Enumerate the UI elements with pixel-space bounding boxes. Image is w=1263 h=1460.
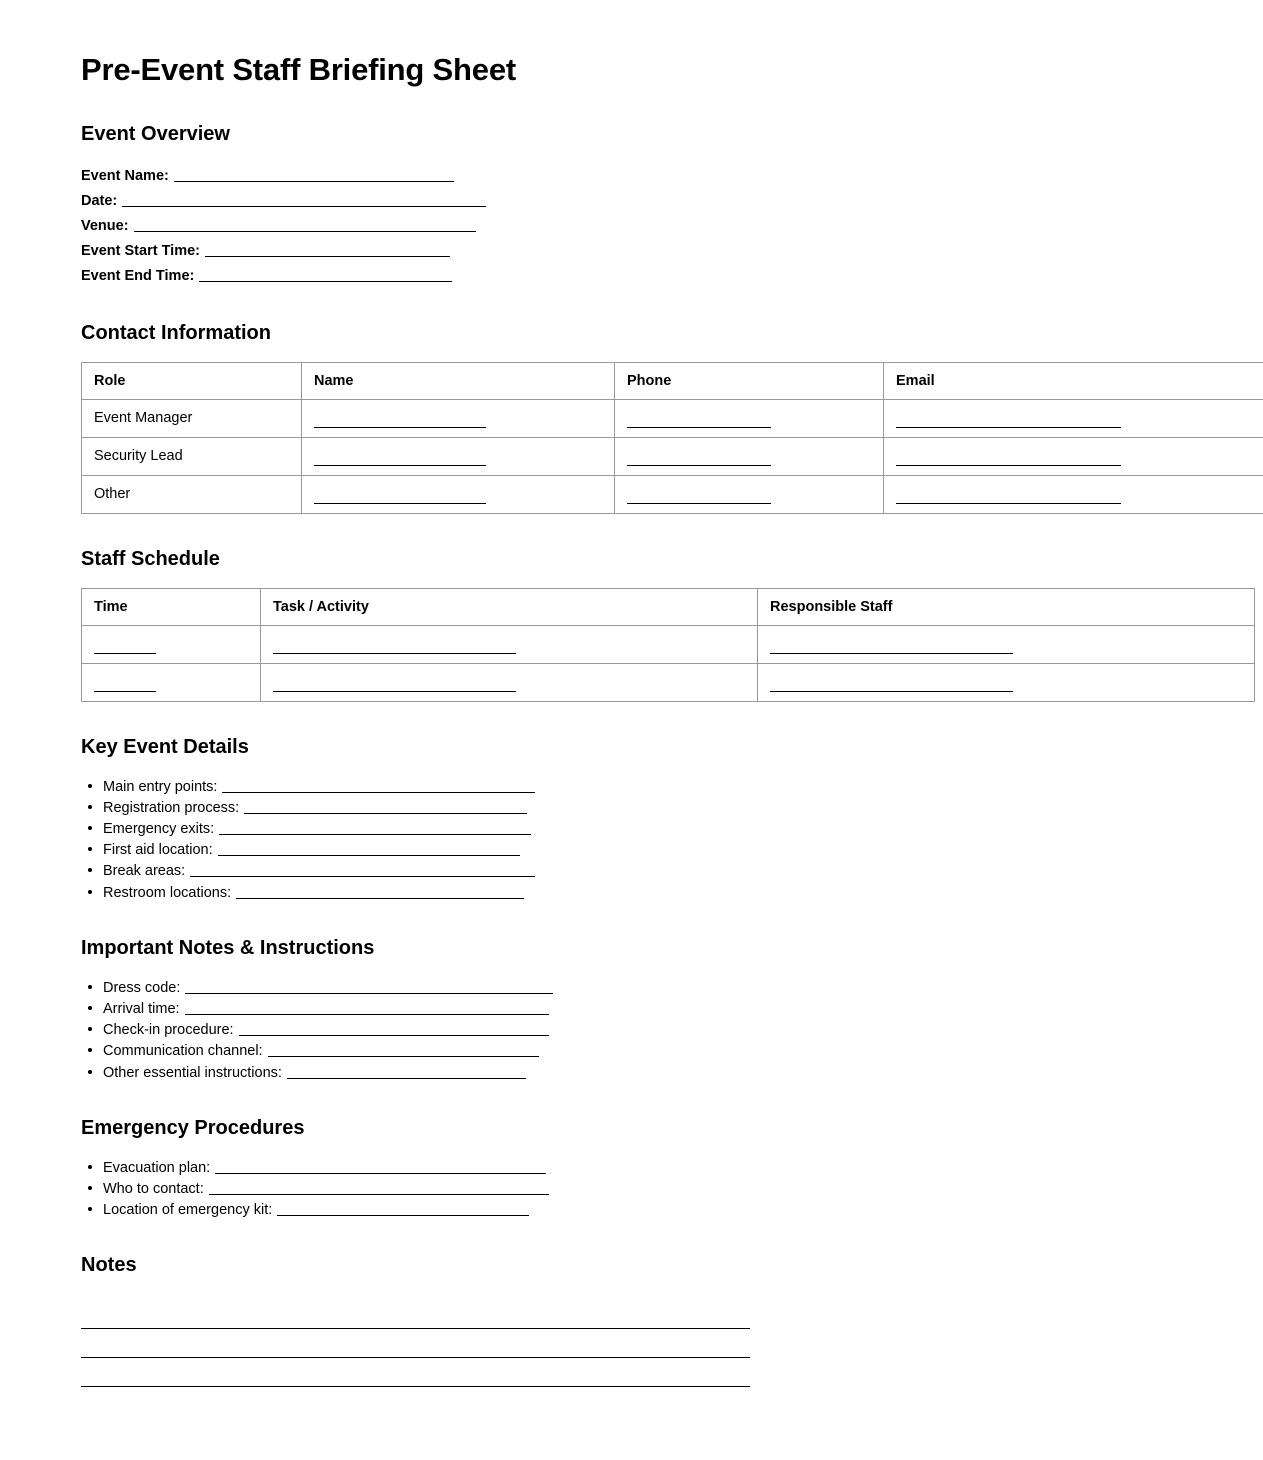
cell-task[interactable] bbox=[261, 625, 758, 663]
field-label: Event Name: bbox=[81, 168, 169, 184]
section-notes bbox=[81, 1253, 1183, 1387]
list-item-label: Dress code: bbox=[103, 980, 180, 996]
cell-role: Security Lead bbox=[82, 437, 302, 475]
list-item-blank-line[interactable] bbox=[218, 841, 520, 856]
field-label: Event End Time: bbox=[81, 268, 194, 284]
page-title: Pre-Event Staff Briefing Sheet bbox=[81, 52, 1183, 88]
section-heading-key-event-details: Key Event Details bbox=[81, 735, 1183, 759]
list-item-label: Other essential instructions: bbox=[103, 1065, 282, 1081]
list-item bbox=[81, 882, 1183, 903]
list-item-label: Restroom locations: bbox=[103, 885, 231, 901]
email-blank-line[interactable] bbox=[896, 412, 1121, 428]
name-blank-line[interactable] bbox=[314, 412, 486, 428]
task-blank-line[interactable] bbox=[273, 676, 516, 692]
cell-name[interactable] bbox=[302, 475, 615, 513]
list-item-label: Arrival time: bbox=[103, 1001, 180, 1017]
list-item-label: Communication channel: bbox=[103, 1043, 263, 1059]
section-heading-event-overview: Event Overview bbox=[81, 122, 1183, 146]
list-item bbox=[81, 1199, 1183, 1220]
column-header-role: Role bbox=[82, 362, 302, 399]
field-blank-line[interactable] bbox=[199, 265, 452, 282]
name-blank-line[interactable] bbox=[314, 488, 486, 504]
field-label: Event Start Time: bbox=[81, 243, 200, 259]
cell-phone[interactable] bbox=[615, 437, 884, 475]
section-event-overview bbox=[81, 122, 1183, 288]
section-heading-staff-schedule: Staff Schedule bbox=[81, 547, 1183, 571]
list-item bbox=[81, 776, 1183, 797]
list-item-label: Break areas: bbox=[103, 863, 185, 879]
section-heading-notes: Notes bbox=[81, 1253, 1183, 1277]
section-emergency-procedures bbox=[81, 1116, 1183, 1221]
list-item bbox=[81, 1040, 1183, 1061]
list-item-blank-line[interactable] bbox=[185, 979, 553, 994]
list-item-blank-line[interactable] bbox=[219, 820, 531, 835]
staff-blank-line[interactable] bbox=[770, 638, 1013, 654]
notes-ruled-lines bbox=[81, 1300, 1183, 1387]
cell-email[interactable] bbox=[884, 475, 1263, 513]
section-heading-contact-information: Contact Information bbox=[81, 321, 1183, 345]
list-item-blank-line[interactable] bbox=[268, 1042, 539, 1057]
table-row bbox=[82, 399, 1263, 437]
column-header-phone: Phone bbox=[615, 362, 884, 399]
list-item bbox=[81, 797, 1183, 818]
cell-email[interactable] bbox=[884, 437, 1263, 475]
staff-schedule-table bbox=[81, 588, 1255, 702]
notes-blank-line[interactable] bbox=[81, 1329, 750, 1358]
field-label: Date: bbox=[81, 193, 117, 209]
contact-information-table bbox=[81, 362, 1263, 514]
list-item-blank-line[interactable] bbox=[185, 1000, 549, 1015]
list-item-label: Evacuation plan: bbox=[103, 1160, 210, 1176]
field-blank-line[interactable] bbox=[134, 215, 476, 232]
column-header-task-activity: Task / Activity bbox=[261, 588, 758, 625]
event-overview-field bbox=[81, 263, 1183, 288]
list-item-blank-line[interactable] bbox=[236, 884, 524, 899]
list-item bbox=[81, 1019, 1183, 1040]
list-item bbox=[81, 839, 1183, 860]
event-overview-field-list bbox=[81, 163, 1183, 288]
section-important-notes bbox=[81, 936, 1183, 1083]
cell-name[interactable] bbox=[302, 399, 615, 437]
field-label: Venue: bbox=[81, 218, 129, 234]
section-heading-important-notes: Important Notes & Instructions bbox=[81, 936, 1183, 960]
list-item-blank-line[interactable] bbox=[190, 862, 535, 877]
table-header-row bbox=[82, 588, 1255, 625]
column-header-name: Name bbox=[302, 362, 615, 399]
cell-phone[interactable] bbox=[615, 475, 884, 513]
time-blank-line[interactable] bbox=[94, 638, 156, 654]
table-row bbox=[82, 475, 1263, 513]
cell-role: Other bbox=[82, 475, 302, 513]
cell-task[interactable] bbox=[261, 663, 758, 701]
list-item bbox=[81, 818, 1183, 839]
list-item bbox=[81, 860, 1183, 881]
list-item-blank-line[interactable] bbox=[215, 1159, 546, 1174]
section-contact-information bbox=[81, 321, 1183, 514]
cell-staff[interactable] bbox=[758, 625, 1255, 663]
list-item-blank-line[interactable] bbox=[244, 799, 527, 814]
phone-blank-line[interactable] bbox=[627, 450, 771, 466]
event-overview-field bbox=[81, 238, 1183, 263]
cell-time[interactable] bbox=[82, 625, 261, 663]
staff-blank-line[interactable] bbox=[770, 676, 1013, 692]
cell-name[interactable] bbox=[302, 437, 615, 475]
time-blank-line[interactable] bbox=[94, 676, 156, 692]
phone-blank-line[interactable] bbox=[627, 412, 771, 428]
list-item-blank-line[interactable] bbox=[222, 778, 535, 793]
column-header-responsible-staff: Responsible Staff bbox=[758, 588, 1255, 625]
table-row bbox=[82, 625, 1255, 663]
section-key-event-details bbox=[81, 735, 1183, 903]
cell-role: Event Manager bbox=[82, 399, 302, 437]
notes-blank-line[interactable] bbox=[81, 1300, 750, 1329]
emergency-procedures-list bbox=[81, 1157, 1183, 1221]
table-row bbox=[82, 437, 1263, 475]
name-blank-line[interactable] bbox=[314, 450, 486, 466]
field-blank-line[interactable] bbox=[205, 240, 450, 257]
list-item bbox=[81, 1178, 1183, 1199]
list-item-label: Registration process: bbox=[103, 800, 239, 816]
list-item-blank-line[interactable] bbox=[277, 1201, 529, 1216]
important-notes-list bbox=[81, 977, 1183, 1083]
notes-blank-line[interactable] bbox=[81, 1358, 750, 1387]
list-item-label: Location of emergency kit: bbox=[103, 1202, 272, 1218]
list-item-blank-line[interactable] bbox=[287, 1064, 526, 1079]
phone-blank-line[interactable] bbox=[627, 488, 771, 504]
key-event-details-list bbox=[81, 776, 1183, 903]
list-item-label: Check-in procedure: bbox=[103, 1022, 234, 1038]
email-blank-line[interactable] bbox=[896, 488, 1121, 504]
column-header-time: Time bbox=[82, 588, 261, 625]
list-item-label: Emergency exits: bbox=[103, 821, 214, 837]
table-header-row bbox=[82, 362, 1263, 399]
field-blank-line[interactable] bbox=[174, 165, 454, 182]
event-overview-field bbox=[81, 213, 1183, 238]
section-staff-schedule bbox=[81, 547, 1183, 702]
list-item bbox=[81, 977, 1183, 998]
event-overview-field bbox=[81, 163, 1183, 188]
email-blank-line[interactable] bbox=[896, 450, 1121, 466]
field-blank-line[interactable] bbox=[122, 190, 486, 207]
list-item bbox=[81, 1157, 1183, 1178]
section-heading-emergency-procedures: Emergency Procedures bbox=[81, 1116, 1183, 1140]
column-header-email: Email bbox=[884, 362, 1263, 399]
list-item-label: Main entry points: bbox=[103, 779, 217, 795]
table-row bbox=[82, 663, 1255, 701]
task-blank-line[interactable] bbox=[273, 638, 516, 654]
cell-email[interactable] bbox=[884, 399, 1263, 437]
cell-phone[interactable] bbox=[615, 399, 884, 437]
list-item-label: First aid location: bbox=[103, 842, 213, 858]
cell-time[interactable] bbox=[82, 663, 261, 701]
list-item-blank-line[interactable] bbox=[209, 1180, 549, 1195]
cell-staff[interactable] bbox=[758, 663, 1255, 701]
list-item bbox=[81, 998, 1183, 1019]
list-item-label: Who to contact: bbox=[103, 1181, 204, 1197]
list-item bbox=[81, 1062, 1183, 1083]
list-item-blank-line[interactable] bbox=[239, 1021, 549, 1036]
event-overview-field bbox=[81, 188, 1183, 213]
